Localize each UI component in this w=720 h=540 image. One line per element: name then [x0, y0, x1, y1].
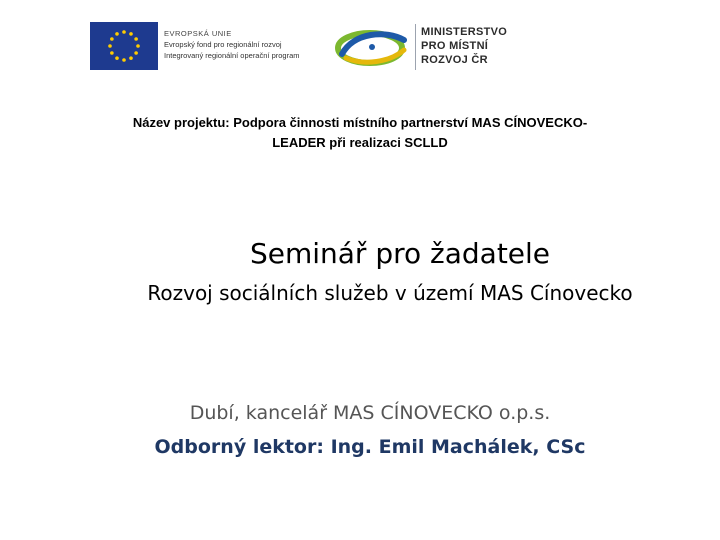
- eu-logo-text: [164, 28, 300, 61]
- project-name: [60, 113, 660, 153]
- eu-star-icon: [122, 30, 126, 34]
- mmr-logo-line3: ROZVOJ ČR: [421, 54, 488, 66]
- logo-separator: [415, 24, 416, 70]
- eu-star-icon: [136, 44, 140, 48]
- eu-star-icon: [129, 56, 133, 60]
- eu-star-icon: [115, 56, 119, 60]
- eu-flag-icon: [90, 22, 158, 70]
- eu-star-icon: [129, 32, 133, 36]
- eu-star-icon: [108, 44, 112, 48]
- mmr-logo-line1: MINISTERSTVO: [421, 26, 508, 38]
- seminar-lector: Odborný lektor: Ing. Emil Machálek, CSc: [154, 436, 586, 458]
- project-name-line2: LEADER při realizaci SCLLD: [272, 135, 448, 150]
- eu-star-icon: [122, 58, 126, 62]
- logo-bar: [88, 18, 528, 76]
- eu-logo-line1: EVROPSKÁ UNIE: [164, 29, 232, 38]
- mmr-logo-text: [421, 25, 507, 67]
- eu-star-icon: [115, 32, 119, 36]
- mmr-logo-line2: PRO MÍSTNÍ: [421, 40, 489, 52]
- eu-star-icon: [110, 51, 114, 55]
- project-name-line1: Název projektu: Podpora činnosti místního partnerství MAS CÍNOVECKO-: [132, 115, 588, 130]
- seminar-subtitle: Rozvoj sociálních služeb v území MAS Cínovecko: [147, 281, 633, 305]
- eu-star-icon: [134, 37, 138, 41]
- mmr-emblem-icon: [334, 24, 412, 70]
- seminar-title: Seminář pro žadatele: [249, 237, 551, 270]
- seminar-place: Dubí, kancelář MAS CÍNOVECKO o.p.s.: [189, 402, 551, 424]
- eu-star-icon: [134, 51, 138, 55]
- eu-logo-line3: Integrovaný regionální operační program: [164, 51, 300, 60]
- eu-star-icon: [110, 37, 114, 41]
- eu-logo-line2: Evropský fond pro regionální rozvoj: [164, 40, 282, 49]
